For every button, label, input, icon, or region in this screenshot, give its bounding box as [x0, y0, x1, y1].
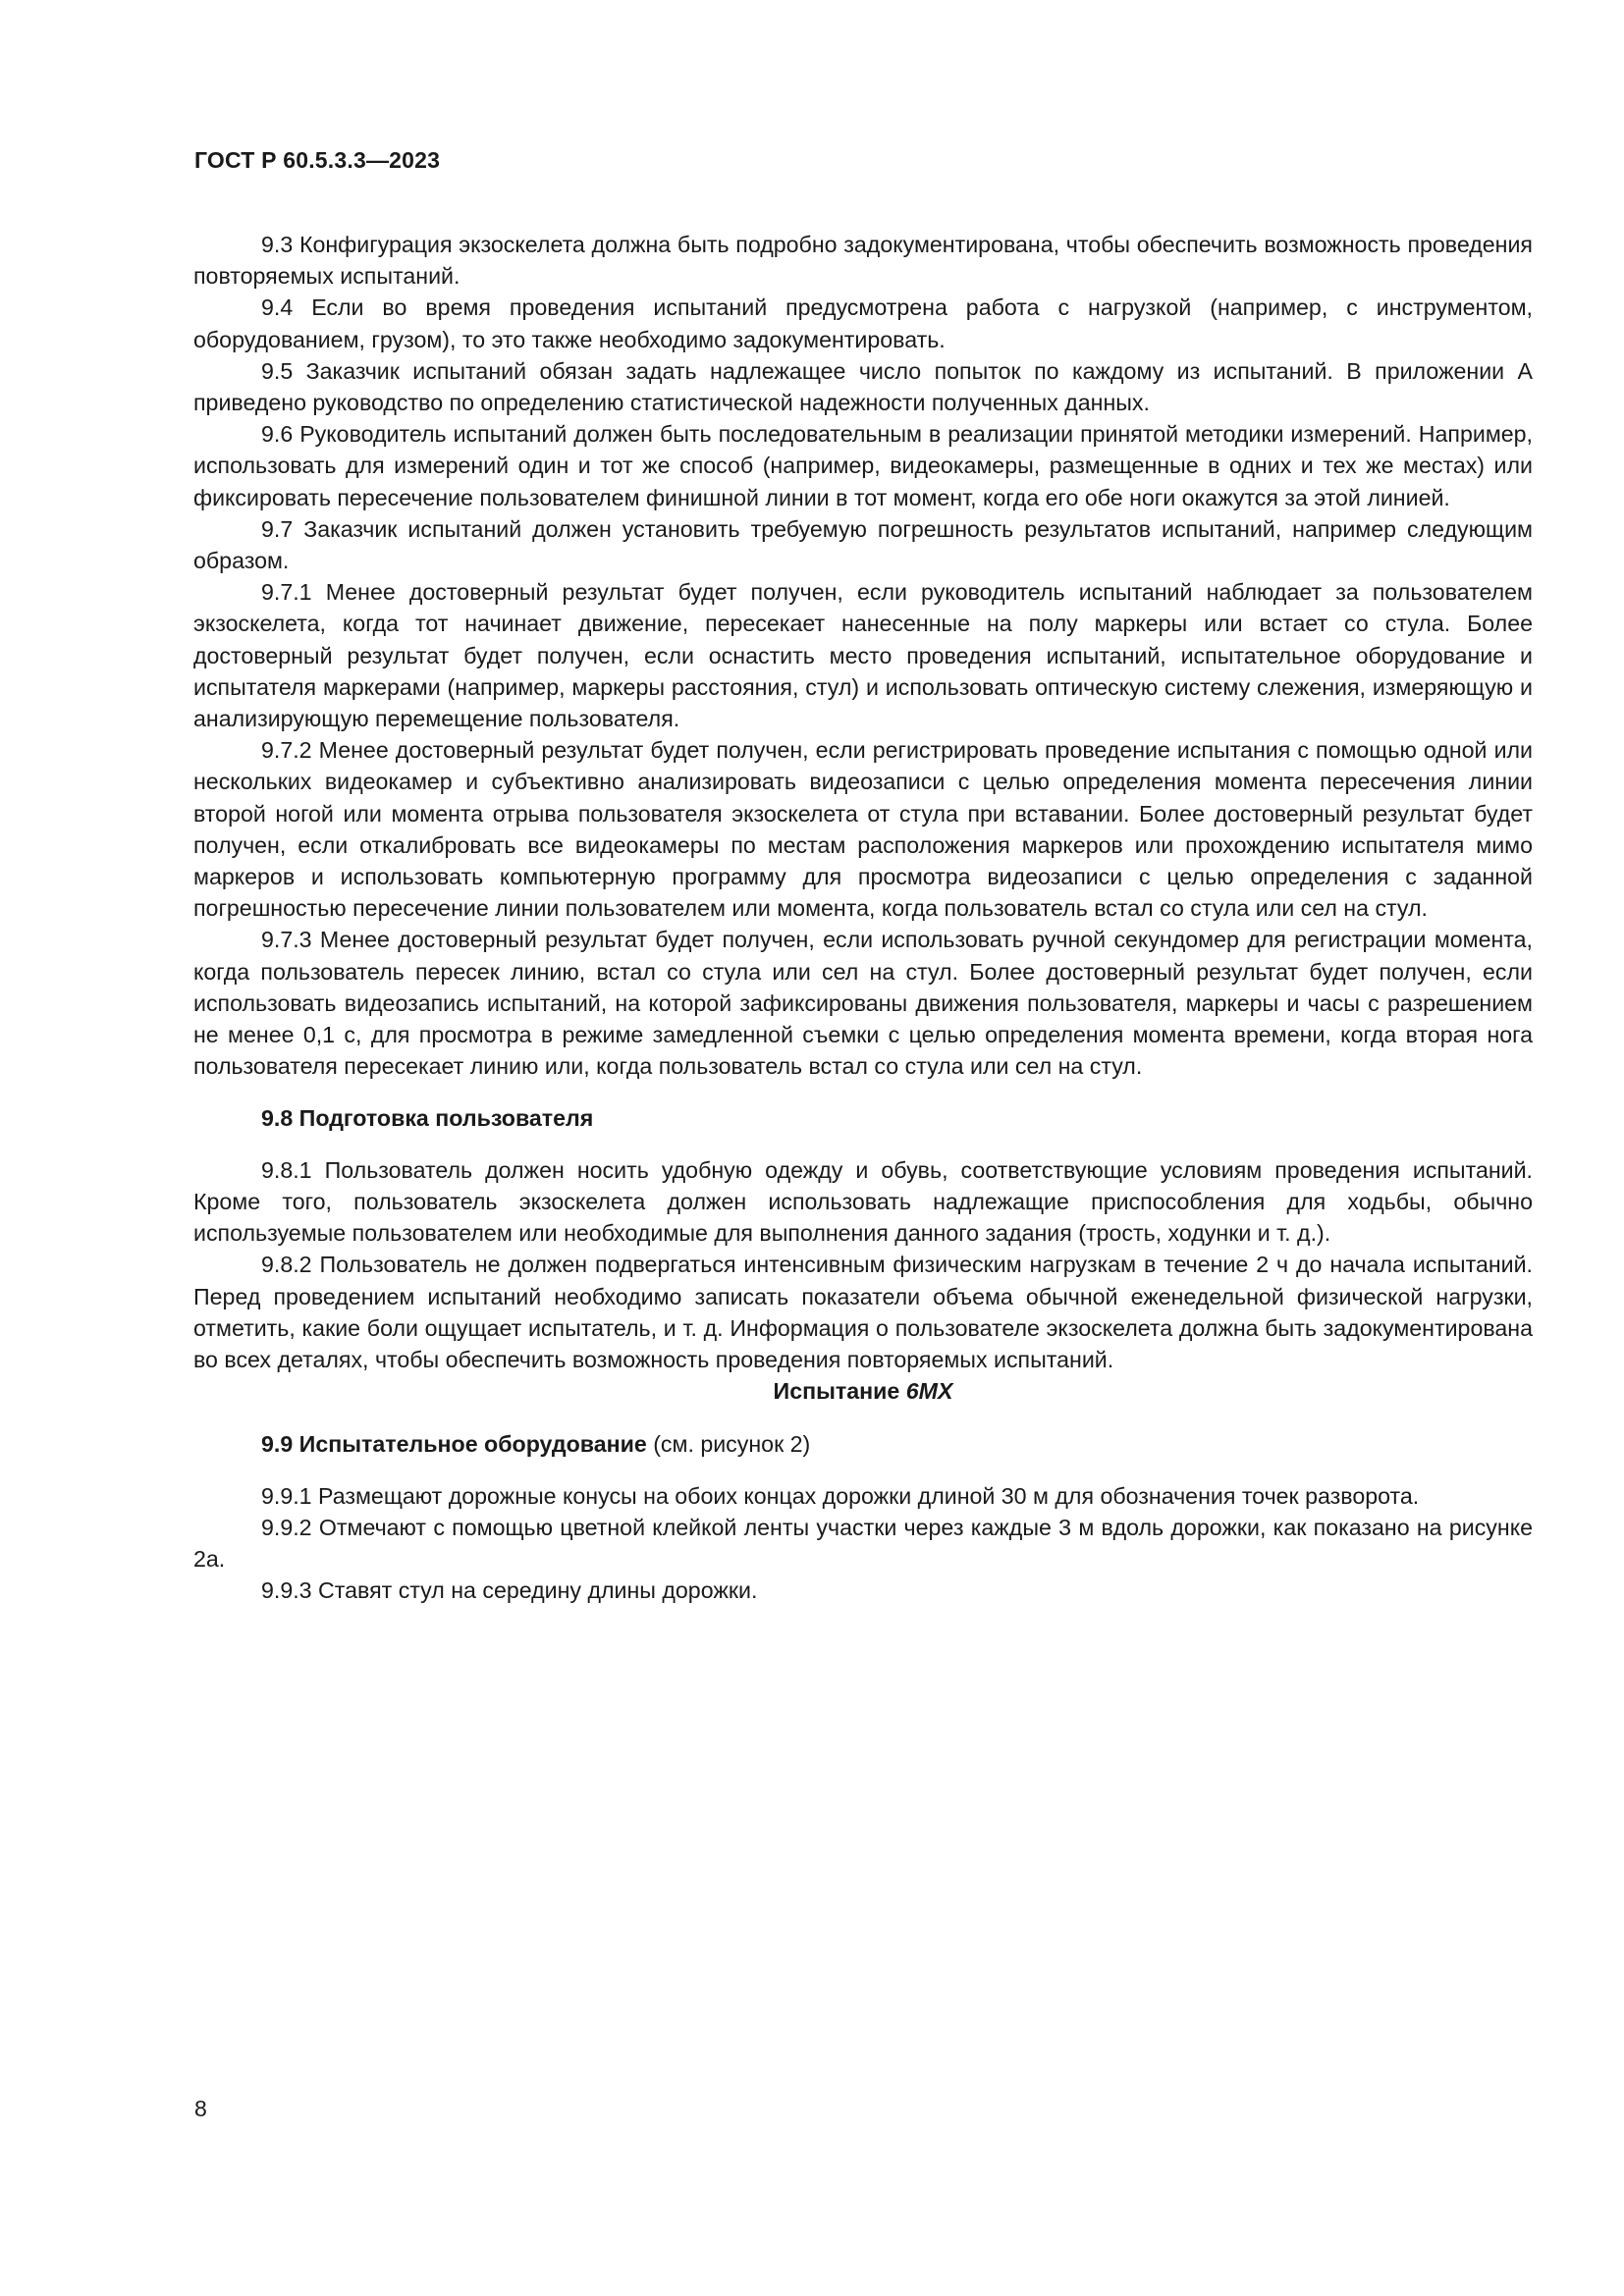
heading-9-9-title: 9.9 Испытательное оборудование [261, 1431, 647, 1458]
paragraph-9-7-3: 9.7.3 Менее достоверный результат будет получен, если использовать ручной секундомер для регистрации момента, когда пользователь пересек линию, встал со стула или сел на стул. Более достоверный результат будет получен, если использовать видеозапись испытаний, на которой зафиксированы движения пользователя, маркеры и часы с разрешением не менее 0,1 с, для просмотра в режиме замедленной съемки с целью определения момента времени, когда вторая нога пользователя пересекает линию или, когда пользователь встал со стула или сел на стул. [193, 927, 1533, 1080]
paragraph-9-9-2: 9.9.2 Отмечают с помощью цветной клейкой ленты участки через каждые 3 м вдоль дорожки, как показано на рисунке 2а. [193, 1514, 1533, 1572]
paragraph-9-8-2: 9.8.2 Пользователь не должен подвергаться интенсивным физическим нагрузкам в течение 2 ч до начала испытаний. Перед проведением испытаний необходимо записать показатели объема обычной еженедельной физической нагрузки, отметить, какие боли ощущает испытатель, и т. д. Информация о пользователе экзоскелета должна быть задокументирована во всех деталях, чтобы обеспечить возможность проведения повторяемых испытаний. [193, 1252, 1533, 1372]
paragraph-9-9-3: 9.9.3 Ставят стул на середину длины дорожки. [261, 1577, 758, 1604]
paragraph-9-7: 9.7 Заказчик испытаний должен установить требуемую погрешность результатов испытаний, например следующим образом. [193, 515, 1533, 574]
page-number: 8 [194, 2096, 207, 2121]
paragraph-9-8-1: 9.8.1 Пользователь должен носить удобную одежду и обувь, соответствующие условиям проведения испытаний. Кроме того, пользователь экзоскелета должен использовать надлежащие приспособления для ходьбы, обычно используемые пользователем или необходимые для выполнения данного задания (трость, ходунки и т. д.). [193, 1156, 1533, 1247]
heading-9-9 [193, 1428, 1533, 1460]
paragraph-9-7-2: 9.7.2 Менее достоверный результат будет получен, если регистрировать проведение испытания с помощью одной или нескольких видеокамер и субъективно анализировать видеозаписи с целью определения момента пересечения линии второй ногой или момента отрыва пользователя экзоскелета от стула при вставании. Более достоверный результат будет получен, если откалибровать все видеокамеры по местам расположения маркеров или прохождению испытателя мимо маркеров и использовать компьютерную программу для просмотра видеозаписи с целью определения с заданной погрешностью пересечение линии пользователем или момента, когда пользователь встал со стула или сел на стул. [193, 737, 1533, 922]
test-section-title-prefix: Испытание [773, 1378, 906, 1405]
document-header-id: ГОСТ Р 60.5.3.3—2023 [194, 147, 441, 173]
document-body [193, 229, 1533, 1606]
paragraph-9-6: 9.6 Руководитель испытаний должен быть последовательным в реализации принятой методики измерений. Например, использовать для измерений один и тот же способ (например, видеокамеры, размещенные в одних и тех же местах) или фиксировать пересечение пользователем финишной линии в тот момент, когда его обе ноги окажутся за этой линией. [193, 421, 1533, 510]
test-section-title [193, 1375, 1533, 1407]
heading-9-9-figure-reference: (см. рисунок 2) [646, 1431, 811, 1458]
paragraph-9-7-1: 9.7.1 Менее достоверный результат будет получен, если руководитель испытаний наблюдает за пользователем экзоскелета, когда тот начинает движение, пересекает нанесенные на полу маркеры или встает со стула. Более достоверный результат будет получен, если оснастить место проведения испытаний, испытательное оборудование и испытателя маркерами (например, маркеры расстояния, стул) и использовать оптическую систему слежения, измеряющую и анализирующую перемещение пользователя. [193, 579, 1533, 732]
heading-9-8: 9.8 Подготовка пользователя [261, 1105, 594, 1132]
paragraph-9-5: 9.5 Заказчик испытаний обязан задать надлежащее число попыток по каждому из испытаний. В приложении А приведено руководство по определению статистической надежности полученных данных. [193, 357, 1533, 416]
test-section-title-code: 6МХ [905, 1378, 953, 1405]
paragraph-9-4: 9.4 Если во время проведения испытаний предусмотрена работа с нагрузкой (например, с инструментом, оборудованием, грузом), то это также необходимо задокументировать. [193, 294, 1533, 352]
paragraph-9-3: 9.3 Конфигурация экзоскелета должна быть подробно задокументирована, чтобы обеспечить возможность проведения повторяемых испытаний. [193, 232, 1533, 290]
paragraph-9-9-1: 9.9.1 Размещают дорожные конусы на обоих концах дорожки длиной 30 м для обозначения точек разворота. [261, 1482, 1420, 1509]
